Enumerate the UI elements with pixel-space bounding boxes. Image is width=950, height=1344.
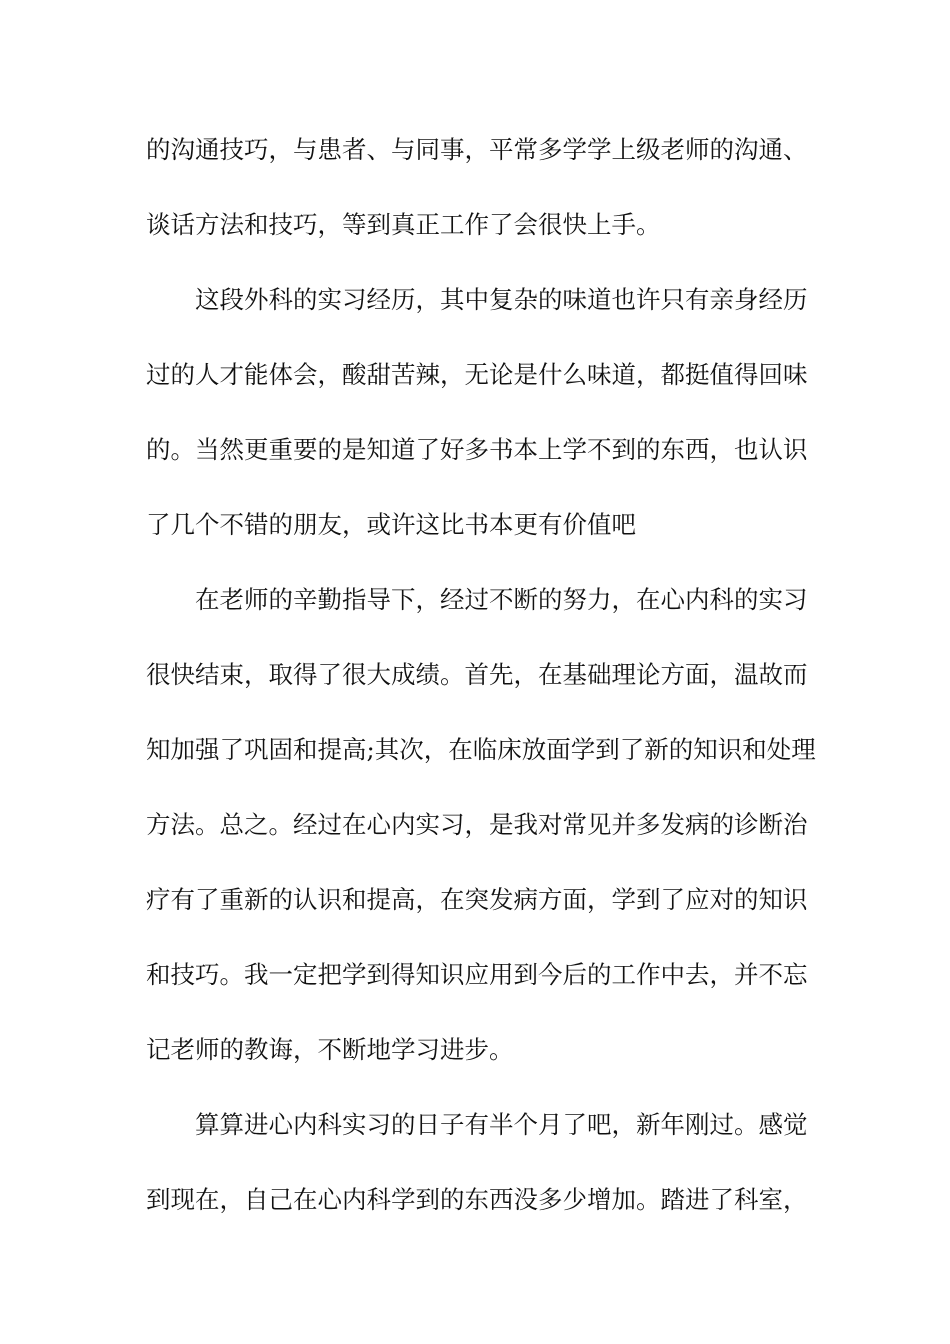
text-line: 的。当然更重要的是知道了好多书本上学不到的东西，也认识 xyxy=(146,435,808,464)
text-line: 到现在，自己在心内科学到的东西没多少增加。踏进了科室， xyxy=(146,1185,808,1214)
text-line: 疗有了重新的认识和提高，在突发病方面，学到了应对的知识 xyxy=(146,885,808,914)
text-line: 过的人才能体会，酸甜苦辣，无论是什么味道，都挺值得回味 xyxy=(146,360,808,389)
text-line: 了几个不错的朋友，或许这比书本更有价值吧 xyxy=(146,510,636,539)
text-line: 记老师的教诲，不断地学习进步。 xyxy=(146,1035,514,1064)
paragraph-first-line: 这段外科的实习经历，其中复杂的味道也许只有亲身经历 xyxy=(195,285,808,314)
text-line: 谈话方法和技巧，等到真正工作了会很快上手。 xyxy=(146,210,661,239)
text-line: 很快结束，取得了很大成绩。首先，在基础理论方面，温故而 xyxy=(146,660,808,689)
text-line: 和技巧。我一定把学到得知识应用到今后的工作中去，并不忘 xyxy=(146,960,808,989)
paragraph-first-line: 算算进心内科实习的日子有半个月了吧，新年刚过。感觉 xyxy=(195,1110,808,1139)
text-line: 的沟通技巧，与患者、与同事，平常多学学上级老师的沟通、 xyxy=(146,135,808,164)
text-line: 方法。总之。经过在心内实习，是我对常见并多发病的诊断治 xyxy=(146,810,808,839)
text-line: 知加强了巩固和提高;其次，在临床放面学到了新的知识和处理 xyxy=(146,735,816,764)
paragraph-first-line: 在老师的辛勤指导下，经过不断的努力，在心内科的实习 xyxy=(195,585,808,614)
